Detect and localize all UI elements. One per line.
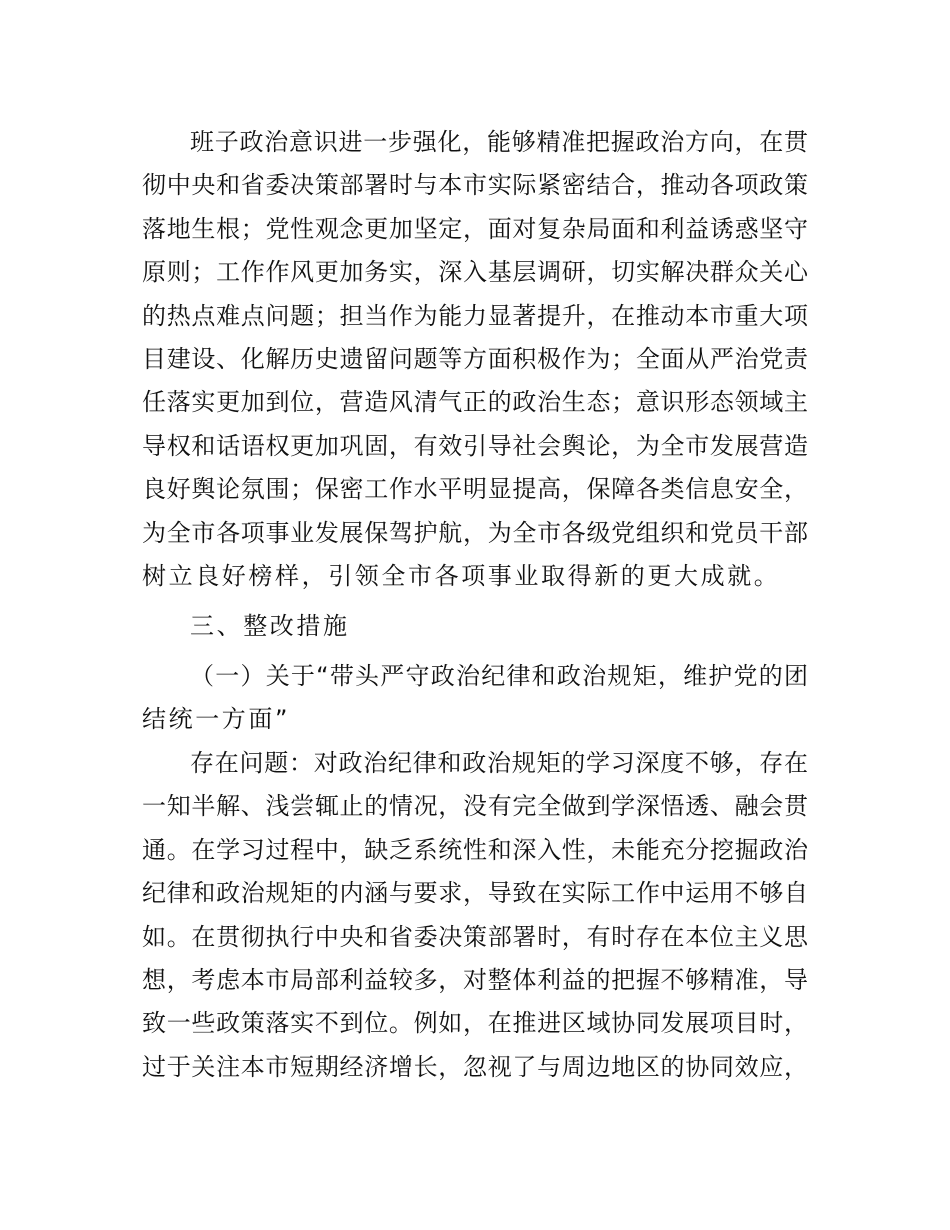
text-line: 为全市各项事业发展保驾护航，为全市各级党组织和党员干部 xyxy=(142,518,808,547)
text-line: （一）关于“带头严守政治纪律和政治规矩，维护党的团 xyxy=(190,662,808,690)
text-line: 良好舆论氛围；保密工作水平明显提高，保障各类信息安全， xyxy=(142,475,808,504)
text-line: 存在问题：对政治纪律和政治规矩的学习深度不够，存在 xyxy=(190,749,808,777)
text-line: 如。在贯彻执行中央和省委决策部署时，有时存在本位主义思 xyxy=(142,922,808,951)
text-line: 一知半解、浅尝辄止的情况，没有完全做到学深悟透、融会贯 xyxy=(142,792,808,821)
text-line: 班子政治意识进一步强化，能够精准把握政治方向，在贯 xyxy=(190,128,808,156)
text-line: 的热点难点问题；担当作为能力显著提升，在推动本市重大项 xyxy=(142,301,808,330)
text-line: 过于关注本市短期经济增长，忽视了与周边地区的协同效应， xyxy=(142,1052,808,1081)
text-line: 致一些政策落实不到位。例如，在推进区域协同发展项目时， xyxy=(142,1009,808,1038)
text-line: 三、整改措施 xyxy=(190,612,350,640)
text-line: 结统一方面” xyxy=(142,705,291,734)
text-line: 原则；工作作风更加务实，深入基层调研，切实解决群众关心 xyxy=(142,258,808,287)
text-line: 树立良好榜样，引领全市各项事业取得新的更大成就。 xyxy=(142,562,781,590)
text-line: 想，考虑本市局部利益较多，对整体利益的把握不够精准，导 xyxy=(142,966,808,994)
text-line: 纪律和政治规矩的内涵与要求，导致在实际工作中运用不够自 xyxy=(142,879,808,908)
text-line: 导权和话语权更加巩固，有效引导社会舆论，为全市发展营造 xyxy=(142,431,808,460)
text-line: 通。在学习过程中，缺乏系统性和深入性，未能充分挖掘政治 xyxy=(142,835,808,864)
text-line: 彻中央和省委决策部署时与本市实际紧密结合，推动各项政策 xyxy=(142,171,808,200)
text-line: 目建设、化解历史遗留问题等方面积极作为；全面从严治党责 xyxy=(142,345,808,373)
text-line: 任落实更加到位，营造风清气正的政治生态；意识形态领域主 xyxy=(142,388,808,417)
text-line: 落地生根；党性观念更加坚定，面对复杂局面和利益诱惑坚守 xyxy=(142,214,808,243)
